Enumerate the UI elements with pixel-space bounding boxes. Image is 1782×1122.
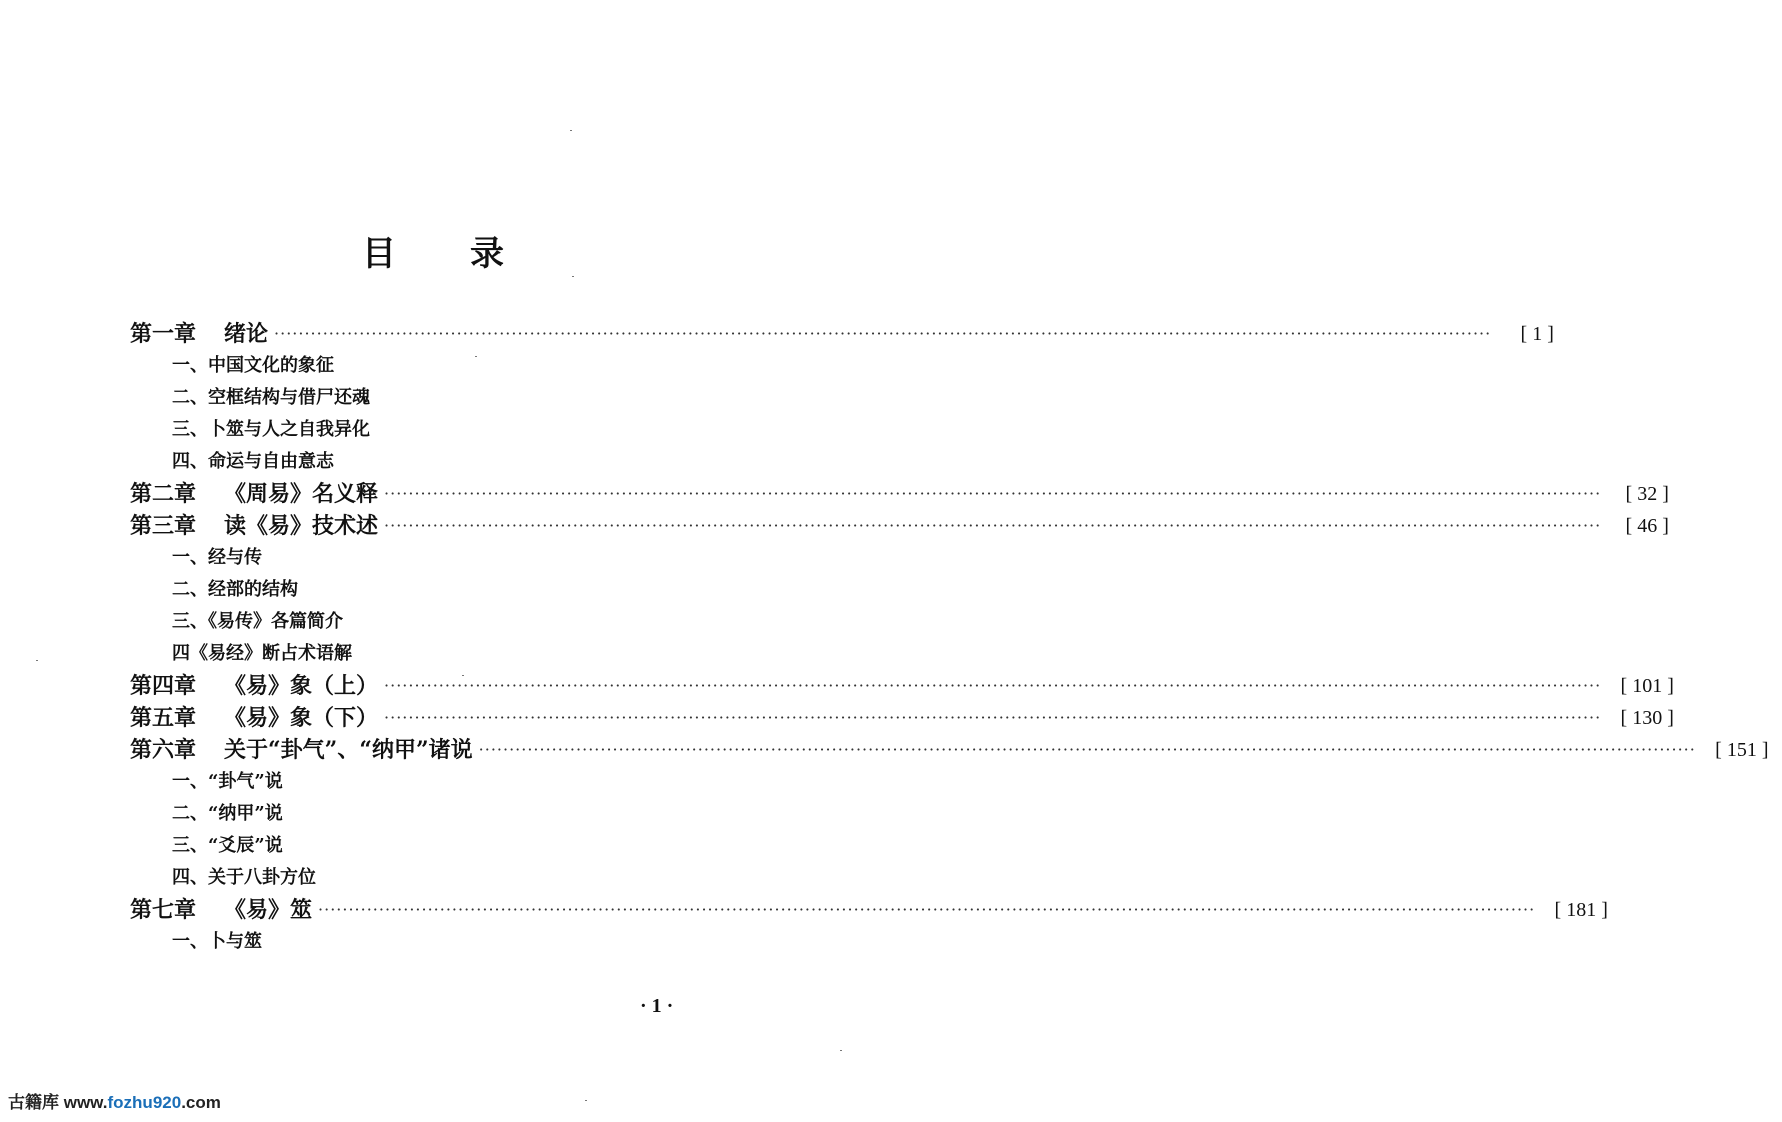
dot-leader: ········································································································································································································ [318,900,1536,919]
chapter-label: 第六章 [130,737,197,763]
toc-section-row [130,446,726,478]
toc-section-row [130,638,726,670]
page-number: · 1 · [640,995,674,1017]
dot-leader: ········································································································································································································ [384,676,1602,695]
chapter-page-number: [ 32 ] [1625,483,1669,505]
scan-speck [585,1100,587,1101]
chapter-label: 第七章 [130,897,197,923]
scan-speck [36,660,38,661]
section-title: 四、关于八卦方位 [172,867,316,888]
chapter-title: 关于“卦气”、“纳甲”诸说 [224,737,473,763]
chapter-page-number: [ 46 ] [1625,515,1669,537]
dot-leader: ········································································································································································································ [384,708,1602,727]
table-of-contents [130,318,1769,958]
dot-leader: ········································································································································································································ [478,740,1696,759]
chapter-title: 读《易》技术述 [224,513,379,539]
watermark-brand: 古籍库 www. [8,1093,108,1112]
section-title: 四、命运与自由意志 [172,451,334,472]
chapter-title: 绪论 [224,321,269,347]
scan-speck [840,1050,842,1051]
toc-section-row [130,862,726,894]
section-title: 一、卜与筮 [172,931,262,952]
dot-leader: ········································································································································································································ [384,516,1602,535]
section-title: 三、《易传》各篇简介 [172,611,343,632]
chapter-page-number: [ 101 ] [1620,675,1674,697]
toc-section-row [130,542,726,574]
toc-chapter-row [130,510,1669,542]
section-title: 二、经部的结构 [172,579,298,600]
toc-chapter-row [130,670,1674,702]
section-title: 三、卜筮与人之自我异化 [172,419,370,440]
toc-section-row [130,382,726,414]
watermark [8,1088,221,1113]
chapter-title: 《易》象（上） [224,673,379,699]
page-title [0,226,866,275]
watermark-suffix: .com [181,1093,221,1112]
chapter-page-number: [ 130 ] [1620,707,1674,729]
section-title: 一、中国文化的象征 [172,355,334,376]
chapter-page-number: [ 151 ] [1715,739,1769,761]
toc-section-row [130,350,726,382]
chapter-label: 第一章 [130,321,197,347]
toc-section-row [130,766,726,798]
section-title: 二、“纳甲”说 [172,803,283,824]
section-title: 一、“卦气”说 [172,771,283,792]
toc-chapter-row [130,702,1674,734]
toc-section-row [130,798,726,830]
toc-section-row [130,830,726,862]
toc-section-row [130,574,726,606]
chapter-label: 第五章 [130,705,197,731]
chapter-label: 第二章 [130,481,197,507]
toc-chapter-row [130,894,1608,926]
scan-speck [572,276,574,277]
dot-leader: ········································································································································································································ [274,324,1492,343]
chapter-title: 《易》筮 [224,897,313,923]
toc-chapter-row [130,734,1769,766]
toc-section-row [130,926,726,958]
toc-section-row [130,414,726,446]
section-title: 二、空框结构与借尸还魂 [172,387,370,408]
toc-section-row [130,606,726,638]
scan-speck [462,675,464,676]
chapter-title: 《易》象（下） [224,705,379,731]
chapter-page-number: [ 181 ] [1554,899,1608,921]
scan-speck [570,130,572,131]
toc-chapter-row [130,478,1669,510]
chapter-label: 第三章 [130,513,197,539]
section-title: 三、“爻辰”说 [172,835,283,856]
chapter-page-number: [ 1 ] [1520,323,1554,345]
scan-speck [475,356,477,357]
title-char-1: 目 [362,234,396,274]
chapter-label: 第四章 [130,673,197,699]
title-char-2: 录 [470,234,504,274]
toc-chapter-row [130,318,1554,350]
section-title: 一、经与传 [172,547,262,568]
dot-leader: ········································································································································································································ [384,484,1602,503]
chapter-title: 《周易》名义释 [224,481,379,507]
watermark-domain: fozhu920 [107,1093,182,1112]
section-title: 四《易经》断占术语解 [172,643,352,664]
